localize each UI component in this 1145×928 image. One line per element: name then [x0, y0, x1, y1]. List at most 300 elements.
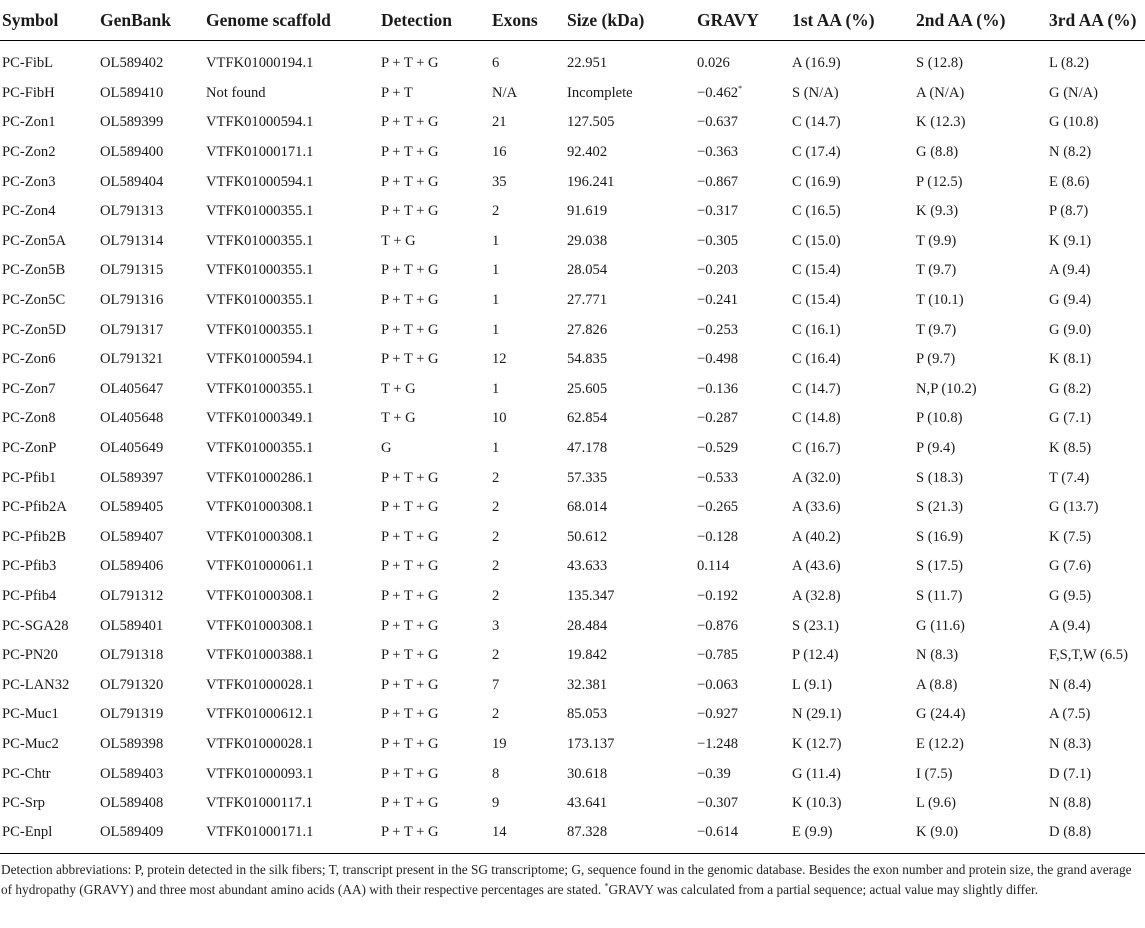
- cell-value: −0.253: [697, 321, 739, 338]
- cell-value: PC-Zon5C: [2, 292, 66, 309]
- cell-value: 196.241: [567, 173, 615, 190]
- cell-value: G (9.5): [1049, 587, 1092, 604]
- cell-genbank: [100, 49, 206, 79]
- footnote-tail: GRAVY was calculated from a partial sequence; actual value may slightly differ.: [608, 882, 1039, 898]
- cell-aa1: [792, 611, 916, 641]
- cell-value: 10: [492, 410, 507, 427]
- cell-value: C (15.4): [792, 262, 841, 279]
- cell-detection: [381, 582, 492, 612]
- cell-exons: [492, 700, 567, 730]
- cell-aa3: [1049, 315, 1145, 345]
- cell-gravy: [697, 730, 792, 760]
- cell-scaffold: [206, 138, 381, 168]
- table-row: [0, 611, 1145, 641]
- cell-value: K (12.7): [792, 735, 842, 752]
- cell-value: PC-Zon4: [2, 203, 56, 220]
- cell-value: 9: [492, 795, 500, 812]
- cell-value: −0.265: [697, 499, 739, 516]
- cell-gravy: [697, 523, 792, 553]
- cell-size: [567, 730, 697, 760]
- cell-value: P + T + G: [381, 114, 439, 131]
- cell-exons: [492, 286, 567, 316]
- cell-value: S (23.1): [792, 617, 840, 634]
- cell-value: N (8.2): [1049, 144, 1092, 161]
- header-3rd-aa: 3rd AA (%): [1049, 0, 1145, 41]
- cell-value: OL589401: [100, 617, 164, 634]
- cell-value: P + T + G: [381, 765, 439, 782]
- cell-exons: [492, 138, 567, 168]
- cell-scaffold: [206, 730, 381, 760]
- cell-symbol: [0, 611, 100, 641]
- cell-value: N (8.3): [916, 647, 959, 664]
- cell-aa3: [1049, 434, 1145, 464]
- cell-aa1: [792, 670, 916, 700]
- table-row: [0, 79, 1145, 109]
- cell-value: K (9.0): [916, 824, 959, 841]
- cell-value: PC-SGA28: [2, 617, 69, 634]
- cell-symbol: [0, 108, 100, 138]
- table-row: [0, 463, 1145, 493]
- cell-value: A (9.4): [1049, 262, 1091, 279]
- cell-value: K (8.1): [1049, 351, 1092, 368]
- cell-exons: [492, 493, 567, 523]
- cell-value: 1: [492, 232, 500, 249]
- cell-value: −0.39: [697, 765, 731, 782]
- cell-symbol: [0, 167, 100, 197]
- table-row: [0, 197, 1145, 227]
- cell-aa3: [1049, 552, 1145, 582]
- cell-value: VTFK01000093.1: [206, 765, 314, 782]
- cell-value: VTFK01000308.1: [206, 587, 314, 604]
- cell-value: −0.529: [697, 440, 739, 457]
- header-row: [0, 0, 1145, 41]
- cell-detection: [381, 79, 492, 109]
- cell-aa1: [792, 759, 916, 789]
- cell-scaffold: [206, 670, 381, 700]
- cell-exons: [492, 670, 567, 700]
- cell-value: OL791316: [100, 292, 164, 309]
- cell-value: A (8.8): [916, 676, 958, 693]
- cell-aa2: [916, 730, 1049, 760]
- cell-genbank: [100, 463, 206, 493]
- cell-exons: [492, 167, 567, 197]
- cell-size: [567, 493, 697, 523]
- cell-exons: [492, 818, 567, 854]
- cell-value: P (10.8): [916, 410, 963, 427]
- cell-value: −0.876: [697, 617, 739, 634]
- cell-value: −0.614: [697, 824, 739, 841]
- cell-value: PC-PN20: [2, 647, 58, 664]
- cell-value: P + T + G: [381, 499, 439, 516]
- cell-value: PC-Enpl: [2, 824, 53, 841]
- header-exons: Exons: [492, 0, 567, 41]
- cell-value: 2: [492, 528, 500, 545]
- cell-size: [567, 789, 697, 819]
- cell-symbol: [0, 138, 100, 168]
- cell-gravy: [697, 227, 792, 257]
- cell-value: PC-Zon5A: [2, 232, 67, 249]
- cell-value: T + G: [381, 410, 416, 427]
- cell-genbank: [100, 79, 206, 109]
- cell-value: A (32.8): [792, 587, 841, 604]
- cell-value: P + T + G: [381, 351, 439, 368]
- cell-value: E (8.6): [1049, 173, 1090, 190]
- cell-value: P + T + G: [381, 617, 439, 634]
- cell-aa2: [916, 523, 1049, 553]
- cell-detection: [381, 700, 492, 730]
- cell-aa3: [1049, 582, 1145, 612]
- cell-exons: [492, 611, 567, 641]
- table-row: [0, 818, 1145, 854]
- cell-value: P + T + G: [381, 706, 439, 723]
- cell-aa3: [1049, 49, 1145, 79]
- cell-aa3: [1049, 463, 1145, 493]
- cell-scaffold: [206, 582, 381, 612]
- cell-value: K (10.3): [792, 795, 842, 812]
- cell-aa3: [1049, 730, 1145, 760]
- cell-value: 68.014: [567, 499, 608, 516]
- cell-value: 1: [492, 440, 500, 457]
- cell-value: T + G: [381, 232, 416, 249]
- cell-exons: [492, 463, 567, 493]
- cell-symbol: [0, 49, 100, 79]
- table-row: [0, 108, 1145, 138]
- cell-value: 2: [492, 558, 500, 575]
- cell-genbank: [100, 375, 206, 405]
- cell-detection: [381, 641, 492, 671]
- cell-scaffold: [206, 641, 381, 671]
- cell-value: PC-LAN32: [2, 676, 70, 693]
- cell-value: 2: [492, 587, 500, 604]
- cell-aa2: [916, 759, 1049, 789]
- cell-gravy: [697, 79, 792, 109]
- cell-genbank: [100, 759, 206, 789]
- cell-aa2: [916, 49, 1049, 79]
- cell-scaffold: [206, 197, 381, 227]
- cell-genbank: [100, 611, 206, 641]
- cell-exons: [492, 79, 567, 109]
- cell-genbank: [100, 108, 206, 138]
- cell-value: P (12.4): [792, 647, 839, 664]
- cell-size: [567, 227, 697, 257]
- cell-genbank: [100, 227, 206, 257]
- cell-value: PC-Zon5D: [2, 321, 67, 338]
- cell-size: [567, 315, 697, 345]
- cell-value: −0.867: [697, 173, 739, 190]
- cell-value: P + T + G: [381, 321, 439, 338]
- cell-aa3: [1049, 493, 1145, 523]
- cell-detection: [381, 818, 492, 854]
- cell-size: [567, 286, 697, 316]
- cell-size: [567, 582, 697, 612]
- cell-value: P + T: [381, 84, 413, 101]
- table-row: [0, 552, 1145, 582]
- cell-value: 43.641: [567, 795, 608, 812]
- cell-aa2: [916, 197, 1049, 227]
- cell-size: [567, 670, 697, 700]
- cell-value: 2: [492, 499, 500, 516]
- cell-gravy: [697, 286, 792, 316]
- cell-gravy: [697, 315, 792, 345]
- cell-exons: [492, 227, 567, 257]
- cell-value: P (9.7): [916, 351, 956, 368]
- cell-value: PC-FibL: [2, 55, 54, 72]
- cell-value: VTFK01000194.1: [206, 55, 314, 72]
- cell-value: −0.192: [697, 587, 739, 604]
- table-row: [0, 138, 1145, 168]
- cell-value: T (9.7): [916, 262, 957, 279]
- cell-aa2: [916, 79, 1049, 109]
- cell-aa3: [1049, 670, 1145, 700]
- cell-value: −1.248: [697, 735, 739, 752]
- cell-value: P + T + G: [381, 528, 439, 545]
- cell-detection: [381, 345, 492, 375]
- cell-value: P (8.7): [1049, 203, 1089, 220]
- cell-aa2: [916, 256, 1049, 286]
- cell-value: C (15.0): [792, 232, 841, 249]
- cell-genbank: [100, 138, 206, 168]
- cell-value: N (29.1): [792, 706, 842, 723]
- cell-aa3: [1049, 345, 1145, 375]
- table-row: [0, 227, 1145, 257]
- cell-aa1: [792, 523, 916, 553]
- cell-value: T (10.1): [916, 292, 964, 309]
- cell-value: G (9.0): [1049, 321, 1092, 338]
- table-row: [0, 49, 1145, 79]
- cell-value: VTFK01000308.1: [206, 499, 314, 516]
- spacer-row: [0, 41, 1145, 50]
- cell-size: [567, 434, 697, 464]
- cell-value: 28.054: [567, 262, 608, 279]
- cell-value: A (32.0): [792, 469, 841, 486]
- cell-value: 6: [492, 55, 500, 72]
- table-row: [0, 345, 1145, 375]
- cell-aa3: [1049, 197, 1145, 227]
- cell-scaffold: [206, 79, 381, 109]
- cell-value: G (7.1): [1049, 410, 1092, 427]
- cell-value: OL589408: [100, 795, 164, 812]
- cell-aa1: [792, 286, 916, 316]
- cell-value: VTFK01000594.1: [206, 114, 314, 131]
- cell-value: 1: [492, 262, 500, 279]
- cell-value: −0.307: [697, 795, 739, 812]
- cell-gravy: [697, 463, 792, 493]
- cell-symbol: [0, 286, 100, 316]
- header-detection: Detection: [381, 0, 492, 41]
- cell-scaffold: [206, 108, 381, 138]
- cell-aa1: [792, 641, 916, 671]
- cell-value: E (12.2): [916, 735, 964, 752]
- cell-gravy: [697, 552, 792, 582]
- cell-aa1: [792, 227, 916, 257]
- header-symbol: Symbol: [0, 0, 100, 41]
- cell-value: PC-Zon1: [2, 114, 56, 131]
- cell-gravy: [697, 49, 792, 79]
- table-row: [0, 670, 1145, 700]
- cell-gravy: [697, 167, 792, 197]
- cell-detection: [381, 759, 492, 789]
- cell-value: A (43.6): [792, 558, 841, 575]
- cell-aa1: [792, 108, 916, 138]
- cell-aa2: [916, 108, 1049, 138]
- cell-value: 14: [492, 824, 507, 841]
- cell-value: −0.317: [697, 203, 739, 220]
- cell-aa2: [916, 375, 1049, 405]
- cell-value: 8: [492, 765, 500, 782]
- cell-aa2: [916, 789, 1049, 819]
- cell-value: P + T + G: [381, 262, 439, 279]
- cell-value: OL589400: [100, 144, 164, 161]
- cell-detection: [381, 49, 492, 79]
- cell-value: −0.533: [697, 469, 739, 486]
- cell-value: A (7.5): [1049, 706, 1091, 723]
- cell-size: [567, 641, 697, 671]
- cell-value: OL589398: [100, 735, 164, 752]
- cell-detection: [381, 670, 492, 700]
- cell-value: 0.026: [697, 55, 730, 72]
- cell-value: G (10.8): [1049, 114, 1099, 131]
- cell-exons: [492, 345, 567, 375]
- cell-value: −0.927: [697, 706, 739, 723]
- cell-exons: [492, 197, 567, 227]
- table-row: [0, 315, 1145, 345]
- footnote-text: Detection abbreviations: P, protein detected in the silk fibers; T, transcript present in the SG transcriptome; G, sequence found in the genomic database. Besides the exon number and protein size, the grand average of hydropathy (GRAVY) and three most abundant amino acids (AA) with their respective percentages are stated.: [1, 862, 1132, 898]
- cell-aa2: [916, 818, 1049, 854]
- cell-value: −0.287: [697, 410, 739, 427]
- cell-value: L (9.1): [792, 676, 832, 693]
- cell-value: 57.335: [567, 469, 608, 486]
- cell-value: OL791312: [100, 587, 164, 604]
- cell-size: [567, 197, 697, 227]
- cell-symbol: [0, 79, 100, 109]
- cell-genbank: [100, 315, 206, 345]
- cell-value: PC-FibH: [2, 84, 55, 101]
- cell-gravy: [697, 108, 792, 138]
- cell-value: G (8.2): [1049, 380, 1092, 397]
- cell-value: PC-Chtr: [2, 765, 51, 782]
- cell-size: [567, 345, 697, 375]
- cell-aa2: [916, 434, 1049, 464]
- cell-value: G (24.4): [916, 706, 966, 723]
- cell-aa3: [1049, 789, 1145, 819]
- cell-value: PC-Zon3: [2, 173, 56, 190]
- cell-value: C (14.8): [792, 410, 841, 427]
- cell-gravy: [697, 700, 792, 730]
- cell-value: VTFK01000612.1: [206, 706, 314, 723]
- cell-value: P + T + G: [381, 558, 439, 575]
- cell-value: OL589407: [100, 528, 164, 545]
- cell-gravy: [697, 345, 792, 375]
- cell-aa2: [916, 138, 1049, 168]
- cell-value: 43.633: [567, 558, 608, 575]
- cell-detection: [381, 523, 492, 553]
- cell-scaffold: [206, 404, 381, 434]
- cell-value: F,S,T,W (6.5): [1049, 647, 1128, 664]
- cell-value: OL791321: [100, 351, 164, 368]
- cell-scaffold: [206, 463, 381, 493]
- cell-value: C (16.5): [792, 203, 841, 220]
- cell-genbank: [100, 582, 206, 612]
- cell-size: [567, 138, 697, 168]
- cell-scaffold: [206, 611, 381, 641]
- cell-detection: [381, 404, 492, 434]
- cell-scaffold: [206, 345, 381, 375]
- cell-aa1: [792, 434, 916, 464]
- cell-value: 1: [492, 292, 500, 309]
- cell-value: S (N/A): [792, 84, 839, 101]
- cell-value: T (9.9): [916, 232, 957, 249]
- cell-aa1: [792, 138, 916, 168]
- cell-exons: [492, 789, 567, 819]
- cell-value: −0.305: [697, 232, 739, 249]
- cell-detection: [381, 552, 492, 582]
- cell-value: 29.038: [567, 232, 608, 249]
- cell-gravy: [697, 404, 792, 434]
- cell-value: G (13.7): [1049, 499, 1099, 516]
- cell-value: P + T + G: [381, 824, 439, 841]
- cell-value: PC-Zon8: [2, 410, 56, 427]
- cell-value: OL589409: [100, 824, 164, 841]
- cell-value: 35: [492, 173, 507, 190]
- cell-value: −0.063: [697, 676, 739, 693]
- cell-value: 62.854: [567, 410, 608, 427]
- cell-aa1: [792, 404, 916, 434]
- cell-aa3: [1049, 375, 1145, 405]
- cell-value: 85.053: [567, 706, 608, 723]
- cell-size: [567, 167, 697, 197]
- cell-genbank: [100, 167, 206, 197]
- cell-detection: [381, 256, 492, 286]
- cell-value: OL589399: [100, 114, 164, 131]
- cell-genbank: [100, 286, 206, 316]
- cell-symbol: [0, 818, 100, 854]
- cell-size: [567, 108, 697, 138]
- cell-value: PC-Zon2: [2, 144, 56, 161]
- cell-aa3: [1049, 818, 1145, 854]
- cell-exons: [492, 108, 567, 138]
- cell-detection: [381, 138, 492, 168]
- cell-value: VTFK01000117.1: [206, 795, 313, 812]
- cell-value: OL791317: [100, 321, 164, 338]
- cell-value: OL589397: [100, 469, 164, 486]
- header-genbank: GenBank: [100, 0, 206, 41]
- cell-value: S (12.8): [916, 55, 964, 72]
- cell-symbol: [0, 197, 100, 227]
- cell-aa1: [792, 49, 916, 79]
- cell-scaffold: [206, 700, 381, 730]
- cell-symbol: [0, 493, 100, 523]
- cell-value: 0.114: [697, 558, 730, 575]
- table-row: [0, 582, 1145, 612]
- cell-symbol: [0, 641, 100, 671]
- cell-value: 173.137: [567, 735, 615, 752]
- cell-value: 87.328: [567, 824, 608, 841]
- cell-aa1: [792, 730, 916, 760]
- cell-value: PC-Zon7: [2, 380, 56, 397]
- cell-scaffold: [206, 759, 381, 789]
- cell-exons: [492, 641, 567, 671]
- cell-value: C (16.7): [792, 440, 841, 457]
- cell-value: C (16.1): [792, 321, 841, 338]
- cell-value: A (33.6): [792, 499, 841, 516]
- cell-gravy: [697, 434, 792, 464]
- cell-value: OL589404: [100, 173, 164, 190]
- cell-genbank: [100, 670, 206, 700]
- cell-value: −0.241: [697, 292, 739, 309]
- cell-value: VTFK01000171.1: [206, 144, 314, 161]
- cell-aa3: [1049, 108, 1145, 138]
- cell-value: OL405648: [100, 410, 164, 427]
